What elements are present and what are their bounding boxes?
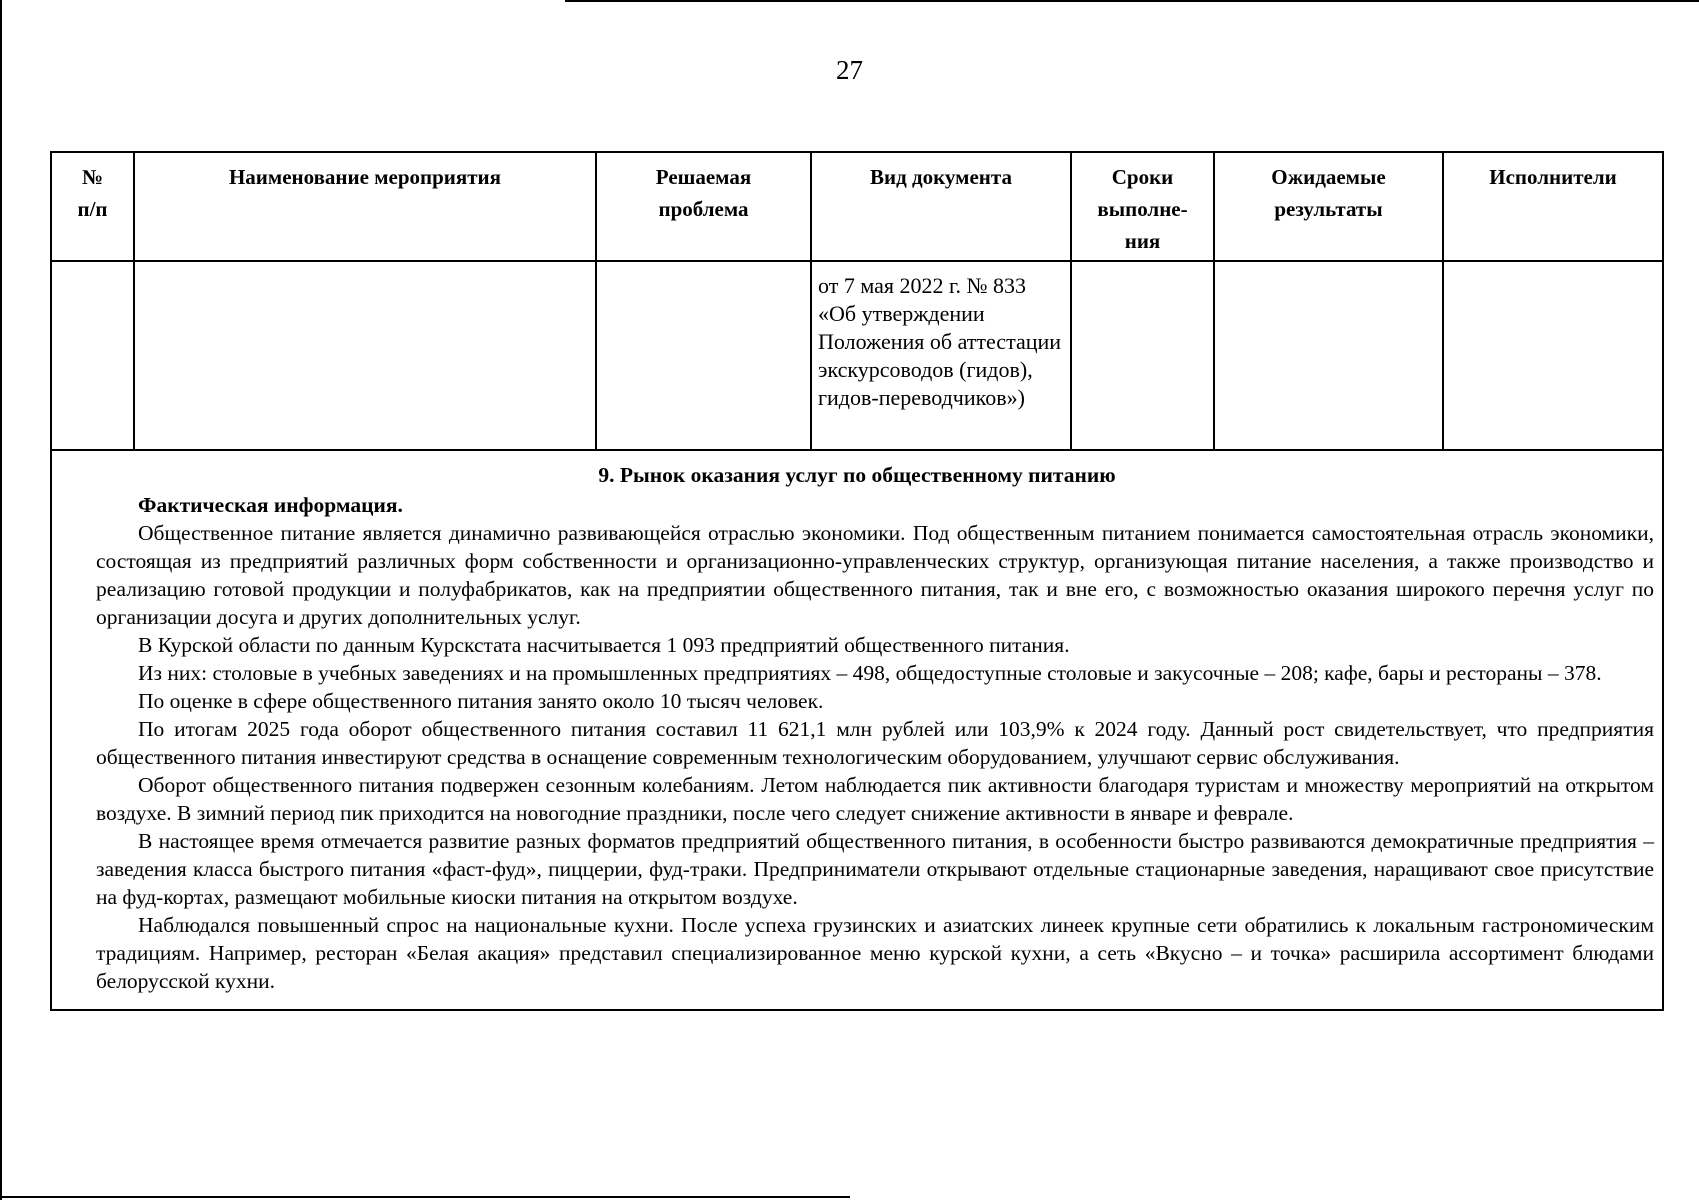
cell-expected-results (1214, 261, 1443, 450)
document-text: от 7 мая 2022 г. № 833 «Об утверждении Положения об аттестации экскурсоводов (гидов), гидов-переводчиков») (818, 273, 1062, 410)
scan-edge-top (565, 0, 1699, 2)
section-subtitle: Фактическая информация. (138, 493, 403, 517)
measures-table (50, 151, 1664, 1011)
paragraph: Оборот общественного питания подвержен сезонным колебаниям. Летом наблюдается пик активности благодаря туристам и множеству мероприятий на открытом воздухе. В зимний период пик приходится на новогодние праздники, после чего следует снижение активности в январе и феврале. (96, 773, 1654, 825)
scan-edge-bottom (0, 1196, 850, 1198)
header-expected-results: Ожидаемые результаты (1214, 152, 1443, 261)
section-title: 9. Рынок оказания услуг по общественному питанию (598, 463, 1116, 487)
cell-measure-name (134, 261, 596, 450)
header-number: № п/п (51, 152, 134, 261)
cell-number (51, 261, 134, 450)
paragraph: Общественное питание является динамично развивающейся отраслью экономики. Под общественным питанием понимается самостоятельная отрасль экономики, состоящая из предприятий различных форм собственности и организационно-управленческих структур, организующая питание населения, а также производство и реализацию готовой продукции и полуфабрикатов, как на предприятии общественного питания, так и вне его, с возможностью оказания широкого перечня услуг по организации досуга и других дополнительных услуг. (96, 521, 1654, 629)
header-problem: Решаемая проблема (596, 152, 811, 261)
paragraph: В Курской области по данным Курскстата насчитывается 1 093 предприятий общественного питания. (138, 633, 1070, 657)
header-document-type: Вид документа (811, 152, 1071, 261)
header-deadlines: Сроки выполне- ния (1071, 152, 1214, 261)
header-measure-name: Наименование мероприятия (134, 152, 596, 261)
paragraph: Наблюдался повышенный спрос на национальные кухни. После успеха грузинских и азиатских линеек крупные сети обратились к локальным гастрономическим традициям. Например, ресторан «Белая акация» представил специализированное меню курской кухни, а сеть «Вкусно – и точка» расширила ассортимент блюдами белорусской кухни. (96, 913, 1654, 993)
paragraph: По оценке в сфере общественного питания занято около 10 тысяч человек. (138, 689, 824, 713)
scan-edge-left (0, 0, 2, 1200)
section-cell (51, 450, 1663, 1010)
table-header-row (51, 152, 1663, 261)
paragraph: По итогам 2025 года оборот общественного питания составил 11 621,1 млн рублей или 103,9% к 2024 году. Данный рост свидетельствует, что предприятия общественного питания инвестируют средства в оснащение современным технологическим оборудованием, улучшают сервис обслуживания. (96, 717, 1654, 769)
cell-document-type (811, 261, 1071, 450)
paragraph: В настоящее время отмечается развитие разных форматов предприятий общественного питания, в особенности быстро развиваются демократичные предприятия – заведения класса быстрого питания «фаст-фуд», пиццерии, фуд-траки. Предприниматели открывают отдельные стационарные заведения, наращивают свое присутствие на фуд-кортах, размещают мобильные киоски питания на открытом воздухе. (96, 829, 1654, 909)
section-row (51, 450, 1663, 1010)
cell-problem (596, 261, 811, 450)
header-executors: Исполнители (1443, 152, 1663, 261)
table-row (51, 261, 1663, 450)
paragraph: Из них: столовые в учебных заведениях и на промышленных предприятиях – 498, общедоступные столовые и закусочные – 208; кафе, бары и рестораны – 378. (138, 661, 1602, 685)
cell-executors (1443, 261, 1663, 450)
page-number: 27 (836, 55, 863, 85)
cell-deadlines (1071, 261, 1214, 450)
